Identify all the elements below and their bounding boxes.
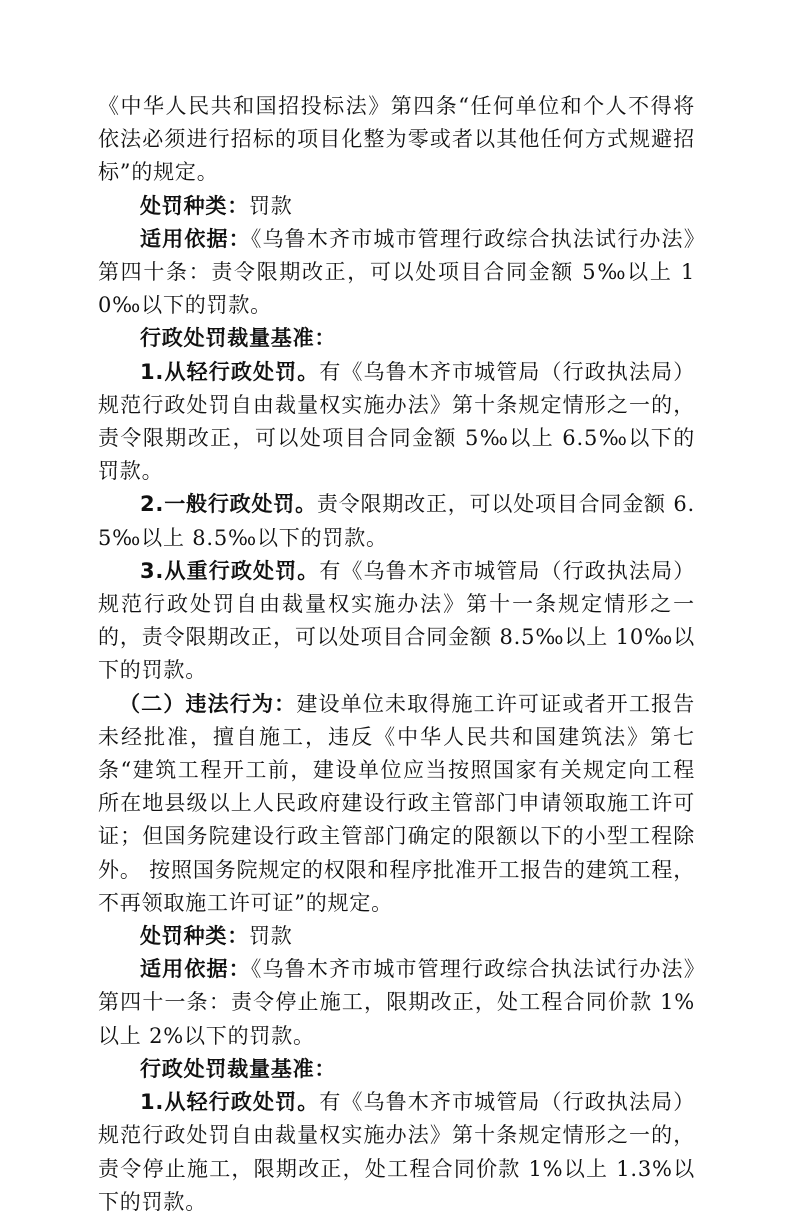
paragraph-legal-basis xyxy=(98,223,695,323)
violation-label: （二）违法行为： xyxy=(119,691,297,716)
legal-basis-text: 《乌鲁木齐市城市管理行政综合执法试行办法》第四十一条：责令停止施工，限期改正，处工程合同价款 1%以上 2%以下的罚款。 xyxy=(98,957,695,1048)
paragraph-discretion-heading-2 xyxy=(98,1053,695,1086)
paragraph-severe-penalty xyxy=(98,555,695,688)
penalty-type-value: 罚款 xyxy=(249,193,293,218)
paragraph-law-article-4 xyxy=(98,90,695,190)
legal-basis-label: 适用依据： xyxy=(140,226,251,251)
lenient-penalty-label: 1.从轻行政处罚。 xyxy=(140,359,320,384)
penalty-type-value: 罚款 xyxy=(249,924,293,949)
paragraph-lenient-penalty xyxy=(98,356,695,489)
paragraph-penalty-type xyxy=(98,190,695,223)
lenient-penalty-label: 1.从轻行政处罚。 xyxy=(140,1090,320,1115)
discretion-heading: 行政处罚裁量基准： xyxy=(140,1056,337,1081)
legal-basis-label: 适用依据： xyxy=(140,957,251,982)
paragraph-violation-2 xyxy=(98,688,695,920)
paragraph-discretion-heading xyxy=(98,322,695,355)
general-penalty-label: 2.一般行政处罚。 xyxy=(140,492,317,517)
paragraph-text: 《中华人民共和国招投标法》第四条“任何单位和个人不得将依法必须进行招标的项目化整为零或者以其他任何方式规避招标”的规定。 xyxy=(98,94,695,185)
legal-basis-text: 《乌鲁木齐市城市管理行政综合执法试行办法》第四十条：责令限期改正，可以处项目合同金额 5‰以上 10‰以下的罚款。 xyxy=(98,226,695,318)
paragraph-legal-basis-2 xyxy=(98,953,695,1053)
violation-text: 建设单位未取得施工许可证或者开工报告未经批准，擅自施工，违反《中华人民共和国建筑法》第七条“建筑工程开工前，建设单位应当按照国家有关规定向工程所在地县级以上人民政府建设行政主管部门申请领取施工许可证；但国务院建设行政主管部门确定的限额以下的小型工程除外。 按照国务院规定的权限和程序批准开工报告的建筑工程，不再领取施工许可证”的规定。 xyxy=(98,691,695,915)
severe-penalty-text: 有《乌鲁木齐市城管局（行政执法局）规范行政处罚自由裁量权实施办法》第十一条规定情形之一的，责令限期改正，可以处项目合同金额 8.5‰以上 10‰以下的罚款。 xyxy=(98,558,695,683)
penalty-type-label: 处罚种类： xyxy=(140,924,249,949)
severe-penalty-label: 3.从重行政处罚。 xyxy=(140,558,320,583)
general-penalty-text: 责令限期改正，可以处项目合同金额 6.5‰以上 8.5‰以下的罚款。 xyxy=(98,492,695,550)
discretion-heading: 行政处罚裁量基准： xyxy=(140,326,337,351)
paragraph-general-penalty xyxy=(98,488,695,554)
paragraph-penalty-type-2 xyxy=(98,920,695,953)
lenient-penalty-text: 有《乌鲁木齐市城管局（行政执法局）规范行政处罚自由裁量权实施办法》第十条规定情形之一的，责令限期改正，可以处项目合同金额 5‰以上 6.5‰以下的罚款。 xyxy=(98,359,695,484)
lenient-penalty-text: 有《乌鲁木齐市城管局（行政执法局）规范行政处罚自由裁量权实施办法》第十条规定情形之一的，责令停止施工，限期改正，处工程合同价款 1%以上 1.3%以下的罚款。 xyxy=(98,1090,695,1214)
paragraph-lenient-penalty-2 xyxy=(98,1086,695,1219)
penalty-type-label: 处罚种类： xyxy=(140,193,249,218)
